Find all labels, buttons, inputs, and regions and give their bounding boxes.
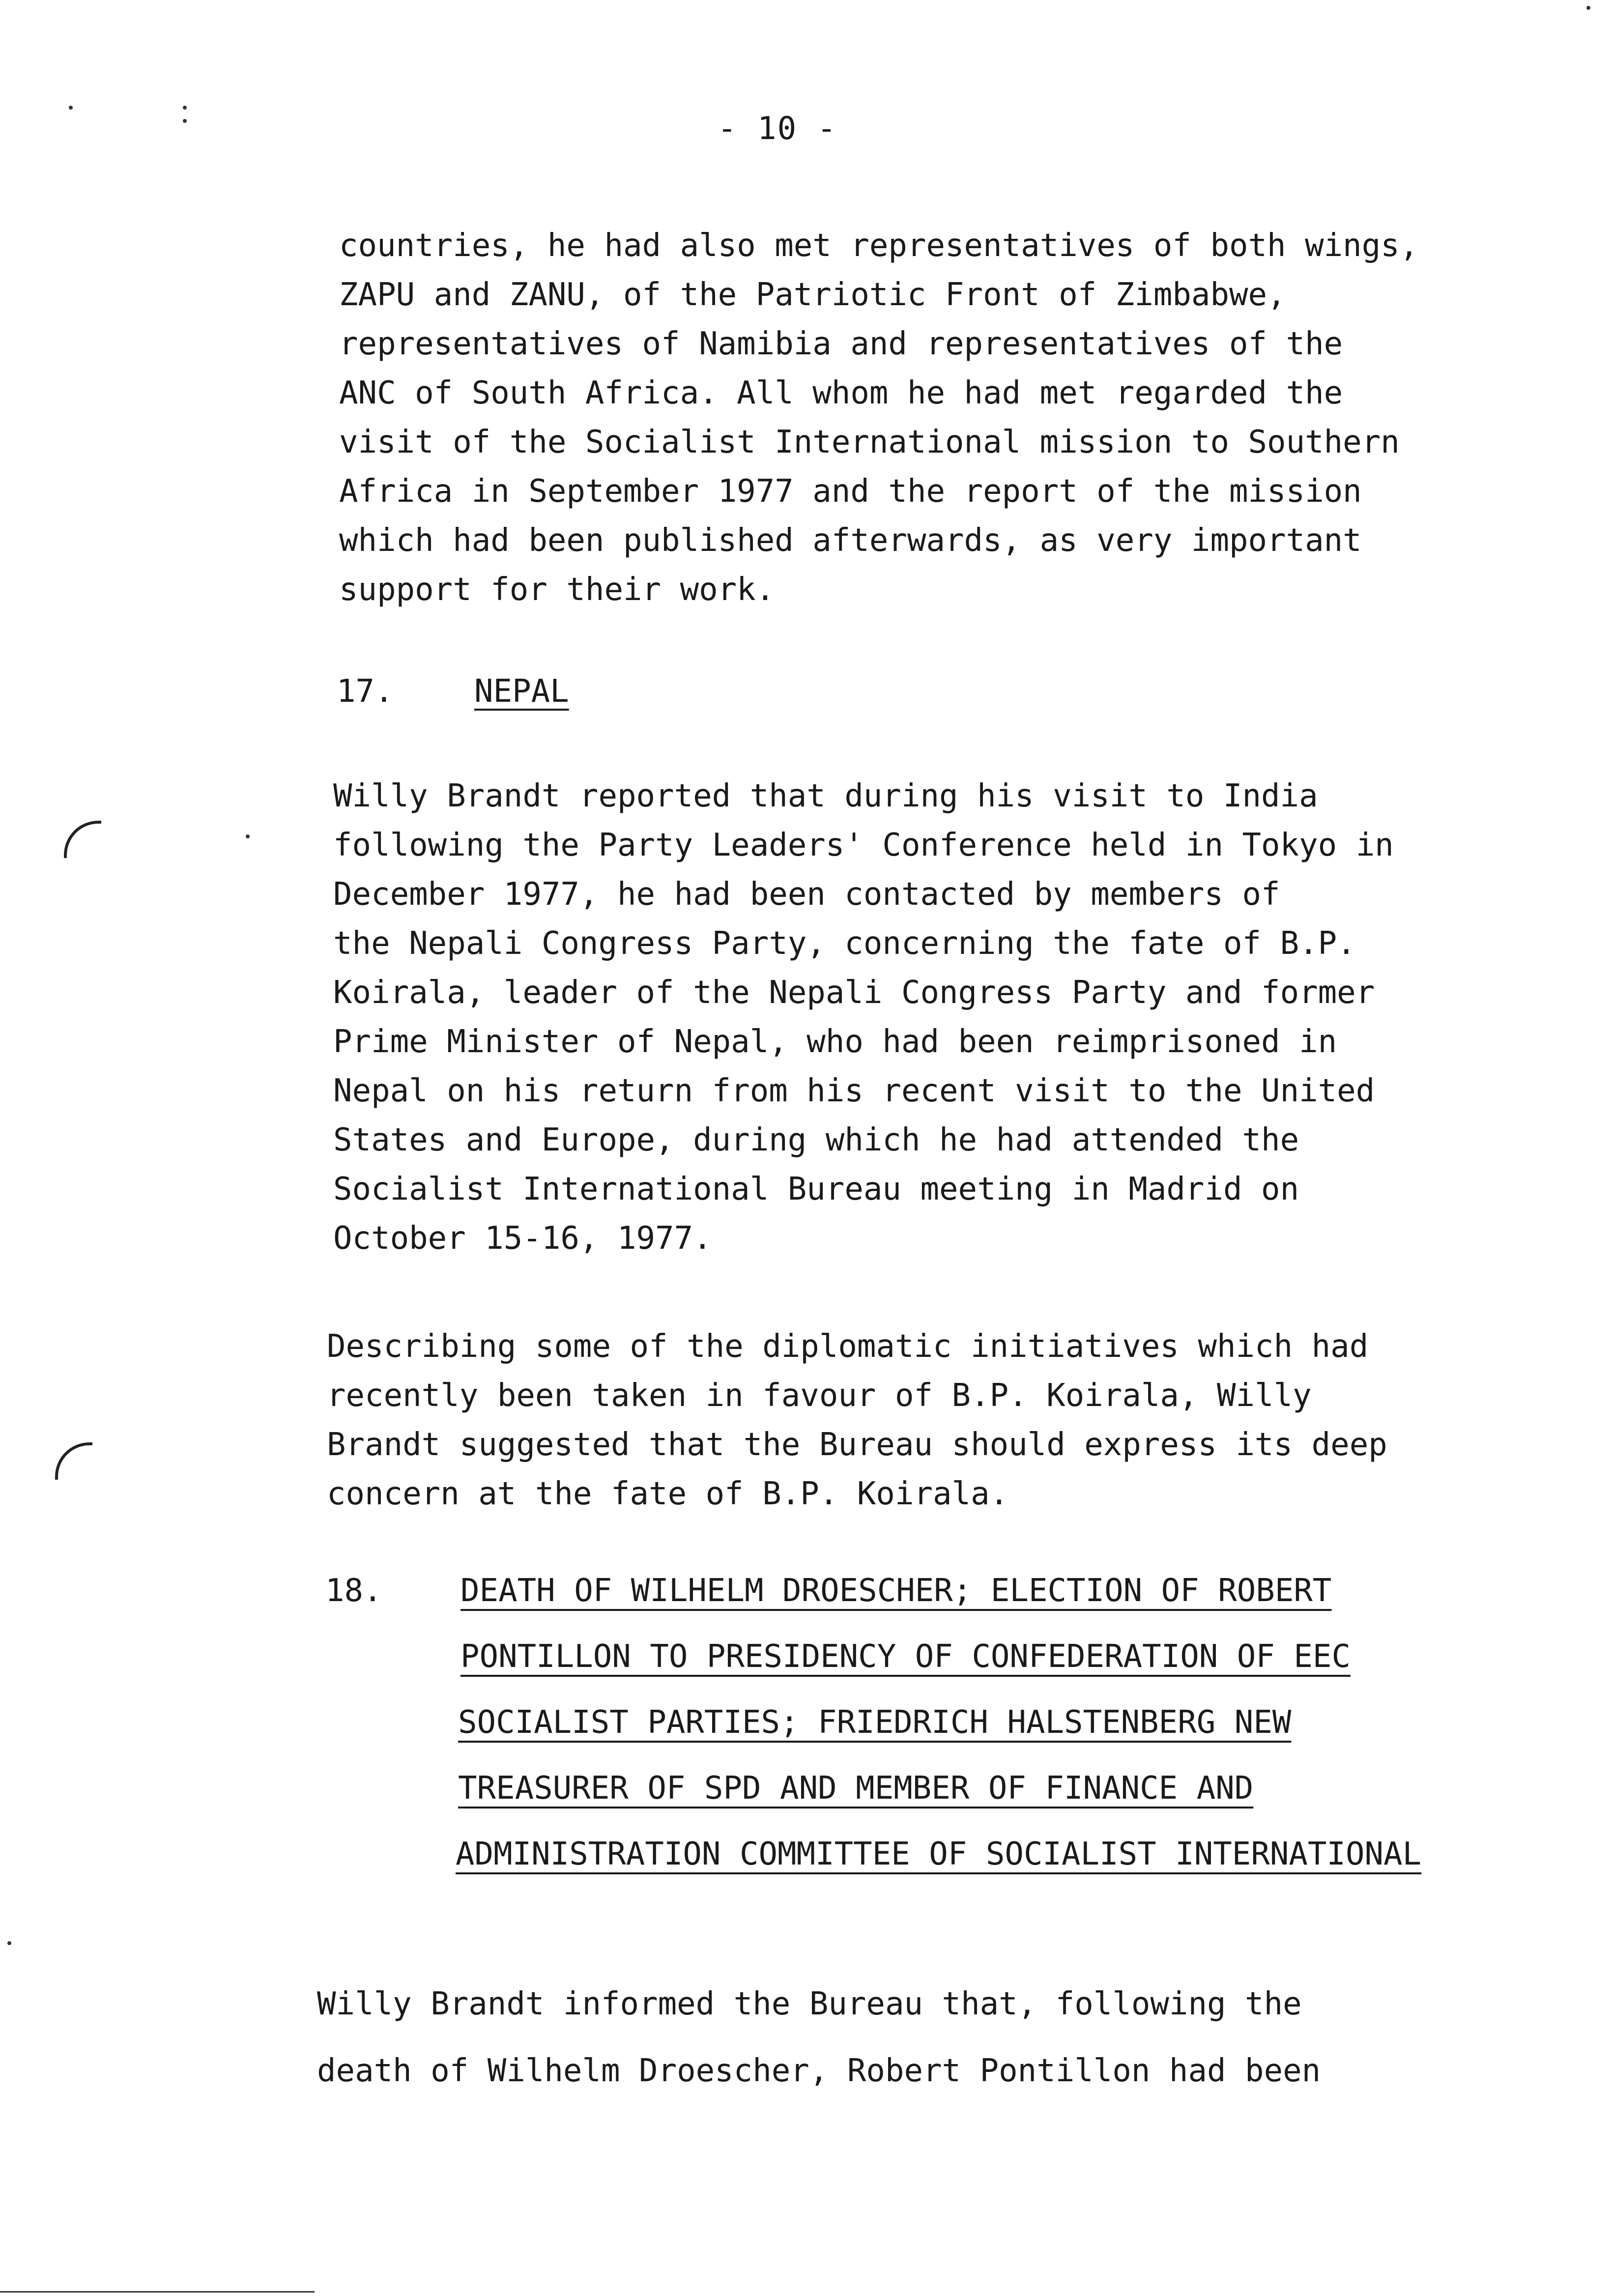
scan-speck <box>183 119 187 123</box>
section-17-paragraph-1 <box>333 772 1394 1263</box>
text-line: Africa in September 1977 and the report of the mission <box>339 473 1362 510</box>
text-line: concern at the fate of B.P. Koirala. <box>327 1476 1009 1512</box>
text-line: Willy Brandt reported that during his visit to India <box>333 778 1318 814</box>
section-title-line: ADMINISTRATION COMMITTEE OF SOCIALIST INTERNATIONAL <box>456 1836 1422 1872</box>
intro-paragraph <box>339 221 1418 614</box>
text-line: ZAPU and ZANU, of the Patriotic Front of Zimbabwe, <box>339 277 1286 313</box>
binder-hole-mark <box>55 1442 92 1480</box>
text-line: Koirala, leader of the Nepali Congress Party and former <box>333 975 1375 1011</box>
scan-speck <box>183 106 187 110</box>
section-18-paragraph-1 <box>317 1971 1321 2104</box>
section-title-line: TREASURER OF SPD AND MEMBER OF FINANCE AND <box>458 1770 1254 1807</box>
section-number: 18. <box>325 1573 382 1609</box>
section-title-line: DEATH OF WILHELM DROESCHER; ELECTION OF ROBERT <box>461 1573 1332 1609</box>
text-line: representatives of Namibia and representatives of the <box>339 326 1343 362</box>
text-line: Prime Minister of Nepal, who had been reimprisoned in <box>333 1024 1337 1060</box>
scan-speck <box>69 106 73 110</box>
section-title <box>456 1573 1422 1902</box>
section-title: NEPAL <box>474 673 569 710</box>
text-line: Describing some of the diplomatic initiatives which had <box>327 1328 1369 1365</box>
text-line: Willy Brandt informed the Bureau that, following the <box>317 1986 1302 2022</box>
text-line: Socialist International Bureau meeting in Madrid on <box>333 1171 1299 1207</box>
scan-speck <box>246 834 250 838</box>
text-line: support for their work. <box>339 572 775 608</box>
section-title-line: SOCIALIST PARTIES; FRIEDRICH HALSTENBERG NEW <box>458 1704 1292 1741</box>
text-line: ANC of South Africa. All whom he had met regarded the <box>339 375 1343 411</box>
text-line: recently been taken in favour of B.P. Koirala, Willy <box>327 1378 1312 1414</box>
scan-edge-line <box>0 2291 315 2293</box>
text-line: December 1977, he had been contacted by members of <box>333 876 1280 913</box>
scan-speck <box>1586 6 1590 10</box>
binder-hole-mark <box>64 821 101 858</box>
text-line: October 15-16, 1977. <box>333 1220 712 1257</box>
text-line: countries, he had also met representatives of both wings, <box>339 228 1419 264</box>
text-line: States and Europe, during which he had attended the <box>333 1122 1299 1158</box>
page-number: - 10 - <box>718 111 837 147</box>
text-line: the Nepali Congress Party, concerning the fate of B.P. <box>333 925 1356 962</box>
text-line: which had been published afterwards, as very important <box>339 522 1362 559</box>
section-17-paragraph-2 <box>327 1322 1387 1519</box>
section-title-line: PONTILLON TO PRESIDENCY OF CONFEDERATION OF EEC <box>461 1638 1351 1675</box>
text-line: death of Wilhelm Droescher, Robert Pontillon had been <box>317 2053 1321 2089</box>
scan-speck <box>7 1941 11 1945</box>
text-line: Brandt suggested that the Bureau should express its deep <box>327 1427 1387 1463</box>
text-line: following the Party Leaders' Conference held in Tokyo in <box>333 827 1394 863</box>
section-number: 17. <box>337 673 394 710</box>
text-line: visit of the Socialist International mission to Southern <box>339 424 1400 460</box>
text-line: Nepal on his return from his recent visit to the United <box>333 1073 1375 1109</box>
